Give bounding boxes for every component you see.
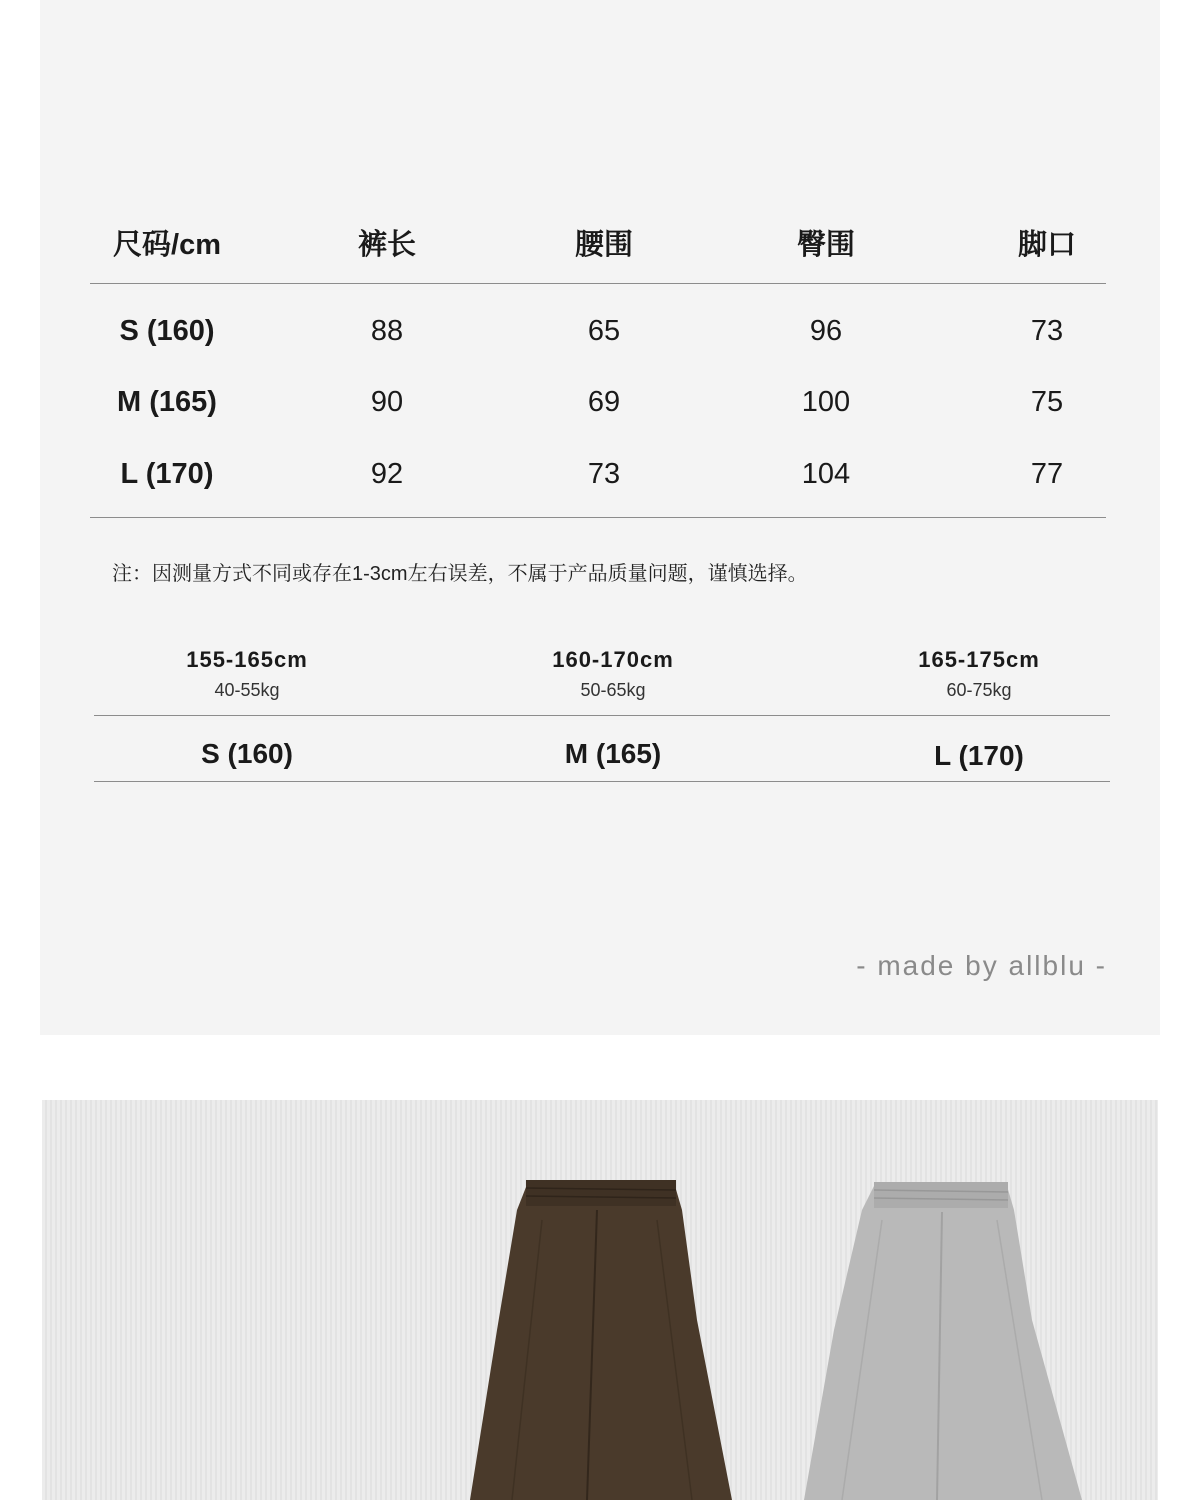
row-l-waist: 73 <box>587 458 621 490</box>
table-bottom-rule <box>90 517 1106 518</box>
row-m-length: 90 <box>370 386 404 418</box>
rec-m-height: 160-170cm <box>552 647 674 672</box>
header-hem: 脚口 <box>1017 229 1077 261</box>
header-length: 裤长 <box>357 229 417 261</box>
row-l-length: 92 <box>370 458 404 490</box>
rec-m-size: M (165) <box>564 738 662 769</box>
rec-s-size: S (160) <box>201 738 293 769</box>
header-waist: 腰围 <box>574 229 634 261</box>
grey-pants-image <box>804 1182 1082 1500</box>
rec-l-size: L (170) <box>934 740 1024 771</box>
rec-bottom-rule <box>94 781 1110 782</box>
row-l-size: L (170) <box>120 458 214 490</box>
row-m-hem: 75 <box>1030 386 1064 418</box>
rec-l-weight: 60-75kg <box>946 680 1012 700</box>
row-m-hip: 100 <box>801 386 851 418</box>
row-m-size: M (165) <box>117 386 217 418</box>
row-s-hem: 73 <box>1030 315 1064 347</box>
rec-top-rule <box>94 715 1110 716</box>
row-l-hip: 104 <box>801 458 851 490</box>
row-s-length: 88 <box>370 315 404 347</box>
row-l-hem: 77 <box>1030 458 1064 490</box>
rec-s-height: 155-165cm <box>186 647 308 672</box>
row-s-hip: 96 <box>809 315 843 347</box>
table-top-rule <box>90 283 1106 284</box>
brand-credit: - made by allblu - <box>856 950 1107 981</box>
header-size: 尺码/cm <box>113 229 221 261</box>
product-photo <box>42 1100 1158 1500</box>
header-hip: 臀围 <box>796 229 856 261</box>
rec-m-weight: 50-65kg <box>580 680 646 700</box>
measurement-note: 注：因测量方式不同或存在1-3cm左右误差，不属于产品质量问题，谨慎选择。 <box>112 563 808 585</box>
row-m-waist: 69 <box>587 386 621 418</box>
pants-illustration <box>42 1100 1158 1500</box>
rec-l-height: 165-175cm <box>918 647 1040 672</box>
row-s-size: S (160) <box>119 315 215 347</box>
rec-s-weight: 40-55kg <box>214 680 280 700</box>
row-s-waist: 65 <box>587 315 621 347</box>
brown-pants-image <box>470 1180 732 1500</box>
